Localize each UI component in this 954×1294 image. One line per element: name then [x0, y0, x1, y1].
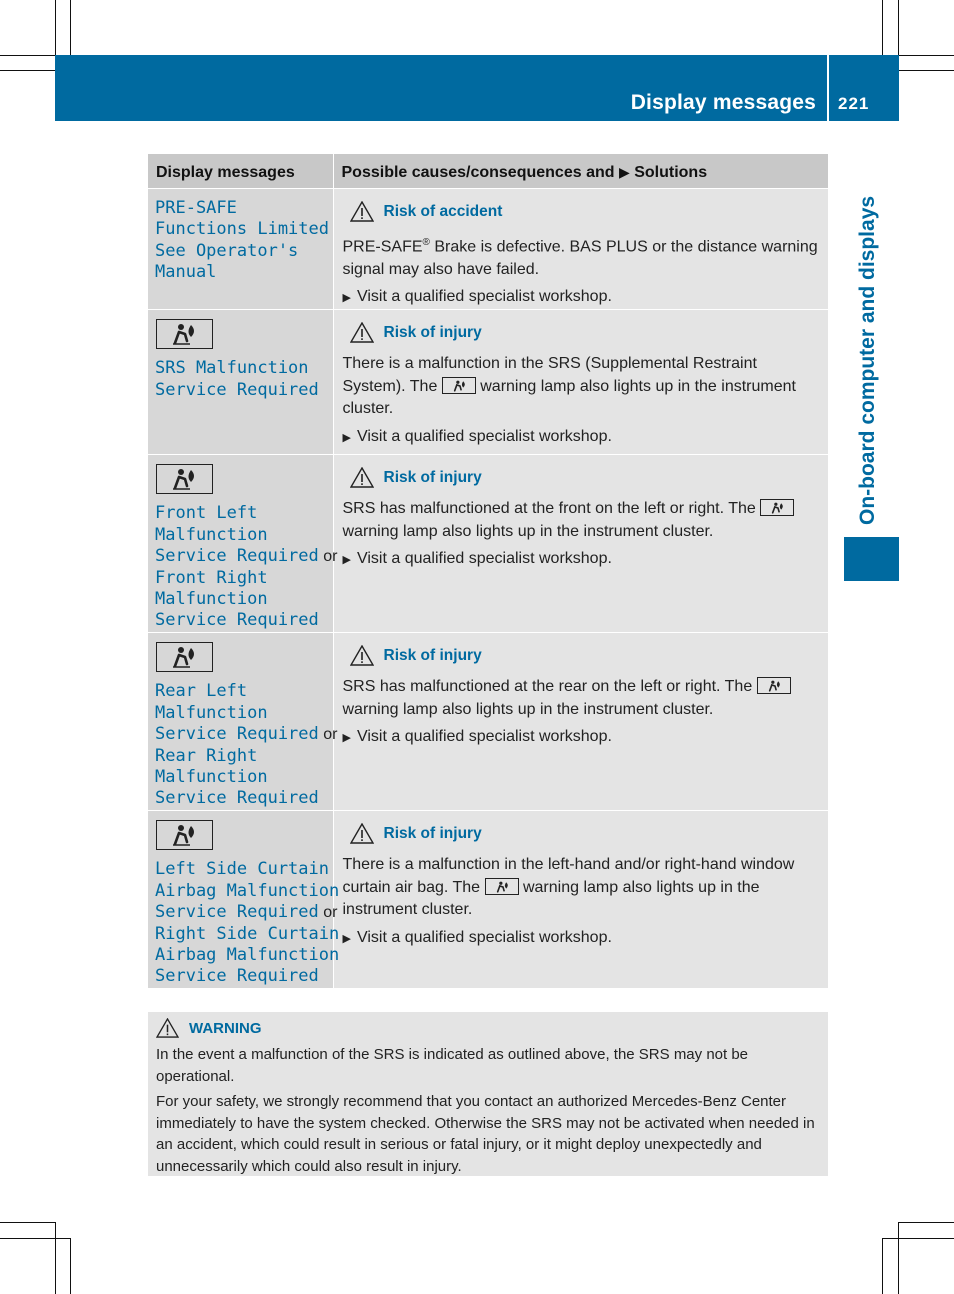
chapter-tab-label: On-board computer and displays	[856, 195, 879, 525]
risk-heading	[350, 645, 822, 666]
table-row	[148, 310, 828, 455]
page-number: 221	[838, 94, 870, 113]
crop-mark	[55, 0, 56, 55]
warning-triangle-icon	[350, 823, 374, 844]
warning-triangle-icon	[350, 201, 374, 222]
crop-mark	[882, 1238, 883, 1294]
crop-mark	[898, 0, 899, 55]
warning-label: WARNING	[189, 1019, 262, 1037]
message-option-a: Rear Left Malfunction Service Required	[155, 681, 319, 745]
desc-part: warning lamp also lights up in the instrument cluster.	[342, 377, 796, 418]
column-header-causes	[333, 154, 828, 189]
display-message-text	[155, 503, 338, 631]
crop-mark	[55, 1222, 56, 1294]
solution-step	[343, 426, 822, 449]
or-connector: or	[318, 548, 338, 566]
warning-triangle-icon	[350, 322, 374, 343]
risk-label: Risk of accident	[383, 202, 503, 220]
warning-paragraph: For your safety, we strongly recommend that you contact an authorized Mercedes-Benz Center immediately to have the system checked. Otherwise the SRS may not be activated when needed in an accident, which could result in serious or fatal injury, or it might deploy unexpectedly and unnecessarily which could also result in injury.	[156, 1093, 815, 1175]
desc-part: PRE-SAFE	[342, 238, 423, 256]
message-option-a: Front Left Malfunction Service Required	[155, 503, 319, 567]
risk-heading	[350, 467, 822, 488]
causes-cell	[333, 811, 828, 988]
risk-heading	[350, 322, 822, 343]
cause-description	[343, 232, 822, 281]
display-message-text	[155, 859, 340, 987]
warning-triangle-icon	[156, 1018, 179, 1038]
warning-triangle-icon	[350, 645, 374, 666]
or-connector: or	[318, 726, 338, 744]
solution-step	[343, 548, 822, 571]
message-cell	[148, 310, 333, 455]
triangle-right-icon: ▶	[618, 163, 630, 180]
causes-cell	[333, 189, 828, 310]
solution-step	[343, 726, 822, 749]
table-row	[148, 811, 828, 988]
message-cell	[148, 633, 338, 811]
message-cell	[148, 455, 338, 633]
causes-cell	[333, 633, 828, 811]
solution-step	[343, 286, 822, 309]
risk-heading	[350, 201, 822, 222]
triangle-right-icon: ▶	[342, 932, 351, 945]
solution-step	[343, 927, 822, 950]
section-title: Display messages	[630, 91, 816, 114]
crop-mark	[0, 55, 55, 56]
display-message-text	[155, 681, 338, 809]
crop-mark	[899, 70, 954, 71]
message-option-b: Front Right Malfunction Service Required	[155, 567, 319, 631]
message-cell	[148, 811, 340, 988]
cause-description	[343, 676, 822, 721]
srs-airbag-icon	[156, 820, 213, 850]
display-message-text: PRE-SAFE Functions Limited See Operator's Manual	[155, 198, 329, 283]
desc-part: warning lamp also lights up in the instrument cluster.	[342, 522, 714, 540]
display-messages-table	[148, 154, 828, 988]
risk-label: Risk of injury	[383, 824, 482, 842]
crop-mark	[882, 1238, 954, 1239]
srs-airbag-icon	[442, 377, 476, 394]
header-divider	[827, 55, 829, 121]
message-cell	[148, 189, 333, 310]
desc-part: SRS has malfunctioned at the rear on the left or right. The	[342, 678, 753, 696]
desc-part: There is a malfunction in the left-hand and/or right-hand window curtain air bag. The	[342, 856, 795, 896]
desc-part: Brake is defective. BAS PLUS or the distance warning signal may also have failed.	[342, 238, 818, 278]
message-option-b: Rear Right Malfunction Service Required	[155, 745, 319, 809]
cause-description	[343, 498, 822, 543]
srs-airbag-icon	[156, 464, 213, 494]
table-row	[148, 189, 828, 310]
srs-airbag-icon	[485, 878, 519, 895]
risk-label: Risk of injury	[383, 646, 482, 664]
solution-text: Visit a qualified specialist workshop.	[356, 928, 612, 946]
chapter-tab-marker	[844, 537, 899, 581]
risk-label: Risk of injury	[383, 468, 482, 486]
risk-heading	[350, 823, 822, 844]
crop-mark	[0, 1238, 70, 1239]
crop-mark	[70, 1238, 71, 1294]
srs-airbag-icon	[760, 499, 794, 516]
srs-airbag-icon	[156, 642, 213, 672]
display-message-text: SRS Malfunction Service Required	[155, 358, 319, 400]
column-header-causes-text: Possible causes/consequences and	[341, 163, 615, 181]
triangle-right-icon: ▶	[342, 554, 351, 567]
causes-cell	[333, 455, 828, 633]
crop-mark	[0, 1222, 55, 1223]
message-option-a: Left Side Curtain Airbag Malfunction Service Required	[155, 859, 340, 923]
column-header-solutions-text: Solutions	[634, 163, 708, 181]
registered-mark: ®	[422, 237, 430, 248]
crop-mark	[898, 1222, 899, 1294]
crop-mark	[899, 1222, 954, 1223]
or-connector: or	[318, 904, 338, 922]
crop-mark	[0, 70, 55, 71]
srs-airbag-icon	[757, 677, 791, 694]
causes-cell	[333, 310, 828, 455]
srs-airbag-icon	[156, 319, 213, 349]
column-header-messages: Display messages	[148, 154, 333, 189]
triangle-right-icon: ▶	[342, 732, 351, 745]
warning-paragraph: In the event a malfunction of the SRS is indicated as outlined above, the SRS may not be operational.	[156, 1046, 749, 1085]
crop-mark	[899, 55, 954, 56]
cause-description	[343, 854, 822, 922]
triangle-right-icon: ▶	[342, 292, 351, 305]
warning-triangle-icon	[350, 467, 374, 488]
solution-text: Visit a qualified specialist workshop.	[356, 427, 612, 445]
message-option-b: Right Side Curtain Airbag Malfunction Service Required	[155, 923, 340, 987]
cause-description	[343, 353, 822, 421]
warning-heading	[156, 1018, 820, 1038]
crop-mark	[70, 0, 71, 55]
table-row	[148, 455, 828, 633]
desc-part: warning lamp also lights up in the instrument cluster.	[342, 700, 714, 718]
solution-text: Visit a qualified specialist workshop.	[356, 288, 612, 306]
triangle-right-icon: ▶	[342, 431, 351, 444]
risk-label: Risk of injury	[383, 323, 482, 341]
desc-part: SRS has malfunctioned at the front on the left or right. The	[342, 500, 756, 518]
solution-text: Visit a qualified specialist workshop.	[356, 728, 612, 746]
warning-box	[148, 1012, 828, 1176]
table-row	[148, 633, 828, 811]
crop-mark	[882, 0, 883, 55]
desc-part: warning lamp also lights up in the instrument cluster.	[342, 878, 760, 919]
solution-text: Visit a qualified specialist workshop.	[356, 550, 612, 568]
desc-part: There is a malfunction in the SRS (Supplemental Restraint System). The	[342, 355, 757, 395]
